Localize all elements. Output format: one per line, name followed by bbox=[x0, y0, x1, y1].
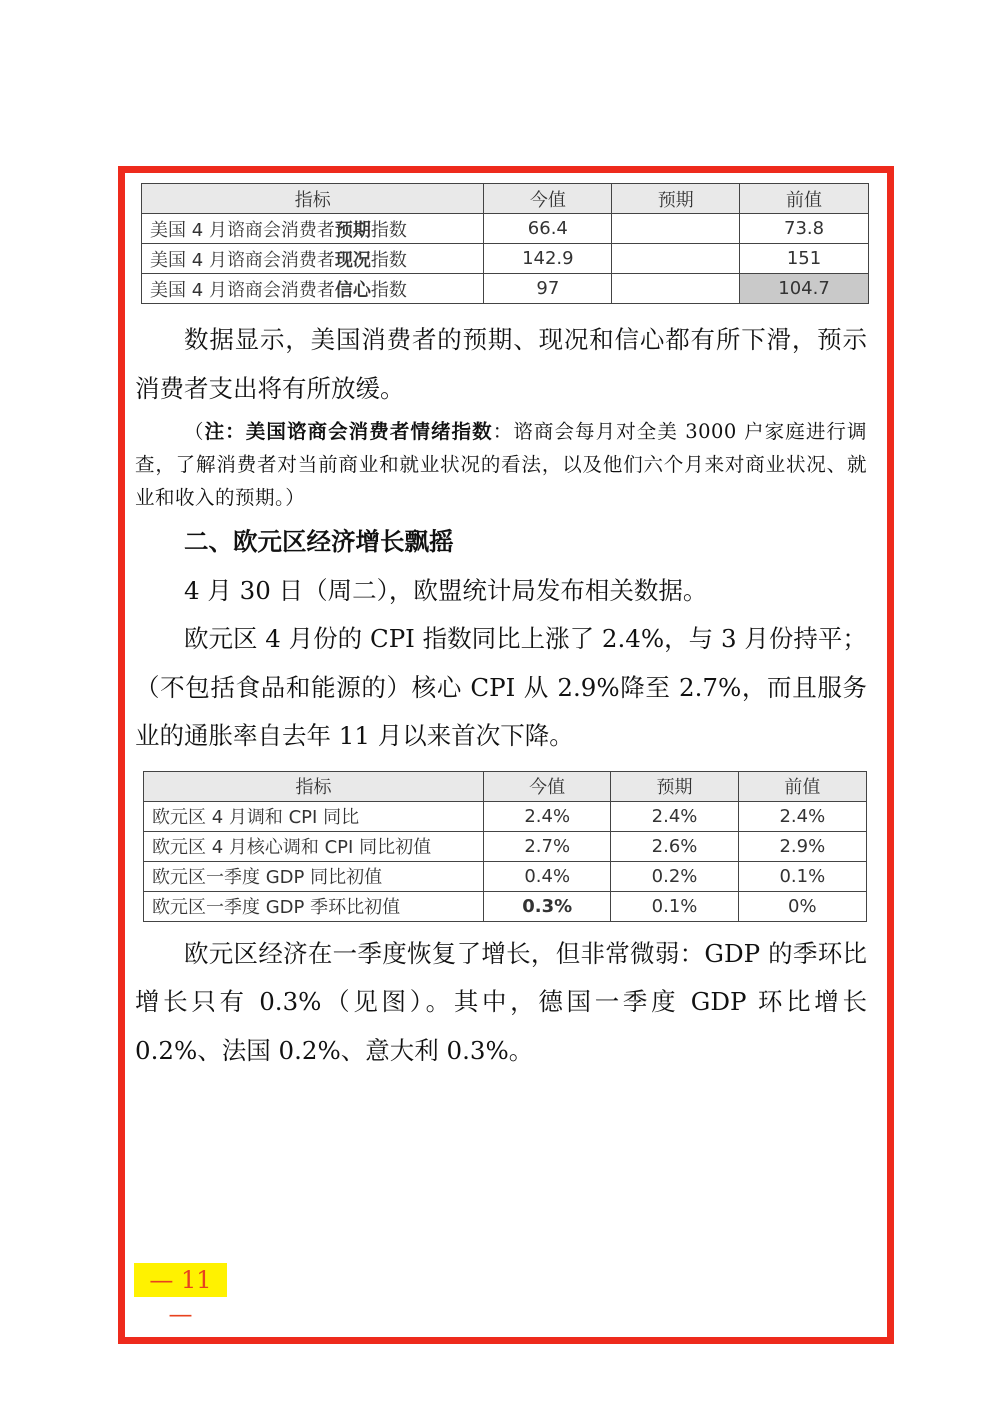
header-current: 今值 bbox=[484, 184, 612, 214]
row-expected bbox=[612, 244, 740, 274]
row-current: 2.7% bbox=[484, 831, 611, 861]
table-row bbox=[142, 244, 869, 274]
row-expected: 0.2% bbox=[611, 861, 738, 891]
row-expected: 0.1% bbox=[611, 891, 738, 921]
row-current: 0.4% bbox=[484, 861, 611, 891]
document-content bbox=[135, 183, 867, 1075]
row-expected: 2.4% bbox=[611, 801, 738, 831]
row-current: 0.3% bbox=[484, 891, 611, 921]
header-expected: 预期 bbox=[612, 184, 740, 214]
table-row bbox=[142, 214, 869, 244]
paragraph-core-cpi: （不包括食品和能源的）核心 CPI 从 2.9%降至 2.7%，而且服务业的通胀率自去年 11 月以来首次下降。 bbox=[135, 672, 867, 750]
row-label: 美国 4 月谘商会消费者信心指数 bbox=[142, 274, 484, 304]
paragraph-cpi: 欧元区 4 月份的 CPI 指数同比上涨了 2.4%，与 3 月份持平； bbox=[184, 624, 867, 653]
table-header-row bbox=[144, 771, 867, 801]
section-heading: 二、欧元区经济增长飘摇 bbox=[184, 527, 454, 556]
row-current: 66.4 bbox=[484, 214, 612, 244]
row-current: 97 bbox=[484, 274, 612, 304]
paragraph-us-summary: 数据显示，美国消费者的预期、现况和信心都有所下滑，预示消费者支出将有所放缓。 bbox=[135, 325, 867, 403]
row-previous: 0% bbox=[738, 891, 866, 921]
row-previous: 0.1% bbox=[738, 861, 866, 891]
row-expected bbox=[612, 214, 740, 244]
row-expected bbox=[612, 274, 740, 304]
row-current: 142.9 bbox=[484, 244, 612, 274]
table-row bbox=[144, 891, 867, 921]
header-indicator: 指标 bbox=[142, 184, 484, 214]
row-label: 欧元区一季度 GDP 季环比初值 bbox=[144, 891, 484, 921]
header-current: 今值 bbox=[484, 771, 611, 801]
row-label: 欧元区一季度 GDP 同比初值 bbox=[144, 861, 484, 891]
table-header-row bbox=[142, 184, 869, 214]
row-label: 美国 4 月谘商会消费者现况指数 bbox=[142, 244, 484, 274]
table-row bbox=[144, 831, 867, 861]
paragraph-gdp: 欧元区经济在一季度恢复了增长，但非常微弱：GDP 的季环比增长只有 0.3%（见图）。其中，德国一季度 GDP 环比增长 0.2%、法国 0.2%、意大利 0.3%。 bbox=[135, 938, 867, 1065]
header-previous: 前值 bbox=[738, 771, 866, 801]
header-previous: 前值 bbox=[740, 184, 869, 214]
table-row bbox=[142, 274, 869, 304]
row-label: 欧元区 4 月核心调和 CPI 同比初值 bbox=[144, 831, 484, 861]
header-indicator: 指标 bbox=[144, 771, 484, 801]
table-row bbox=[144, 861, 867, 891]
page-number: — 11 — bbox=[134, 1263, 227, 1297]
note-paragraph: （注：美国谘商会消费者情绪指数：谘商会每月对全美 3000 户家庭进行调查，了解消费者对当前商业和就业状况的看法，以及他们六个月来对商业状况、就业和收入的预期。） bbox=[135, 420, 867, 509]
us-consumer-table bbox=[141, 183, 869, 304]
row-label: 美国 4 月谘商会消费者预期指数 bbox=[142, 214, 484, 244]
row-previous: 73.8 bbox=[740, 214, 869, 244]
row-previous: 104.7 bbox=[740, 274, 869, 304]
row-previous: 151 bbox=[740, 244, 869, 274]
row-expected: 2.6% bbox=[611, 831, 738, 861]
header-expected: 预期 bbox=[611, 771, 738, 801]
row-previous: 2.4% bbox=[738, 801, 866, 831]
paragraph-date: 4 月 30 日（周二），欧盟统计局发布相关数据。 bbox=[184, 575, 708, 605]
eurozone-table bbox=[143, 771, 867, 922]
row-label: 欧元区 4 月调和 CPI 同比 bbox=[144, 801, 484, 831]
table-row bbox=[144, 801, 867, 831]
row-current: 2.4% bbox=[484, 801, 611, 831]
row-previous: 2.9% bbox=[738, 831, 866, 861]
